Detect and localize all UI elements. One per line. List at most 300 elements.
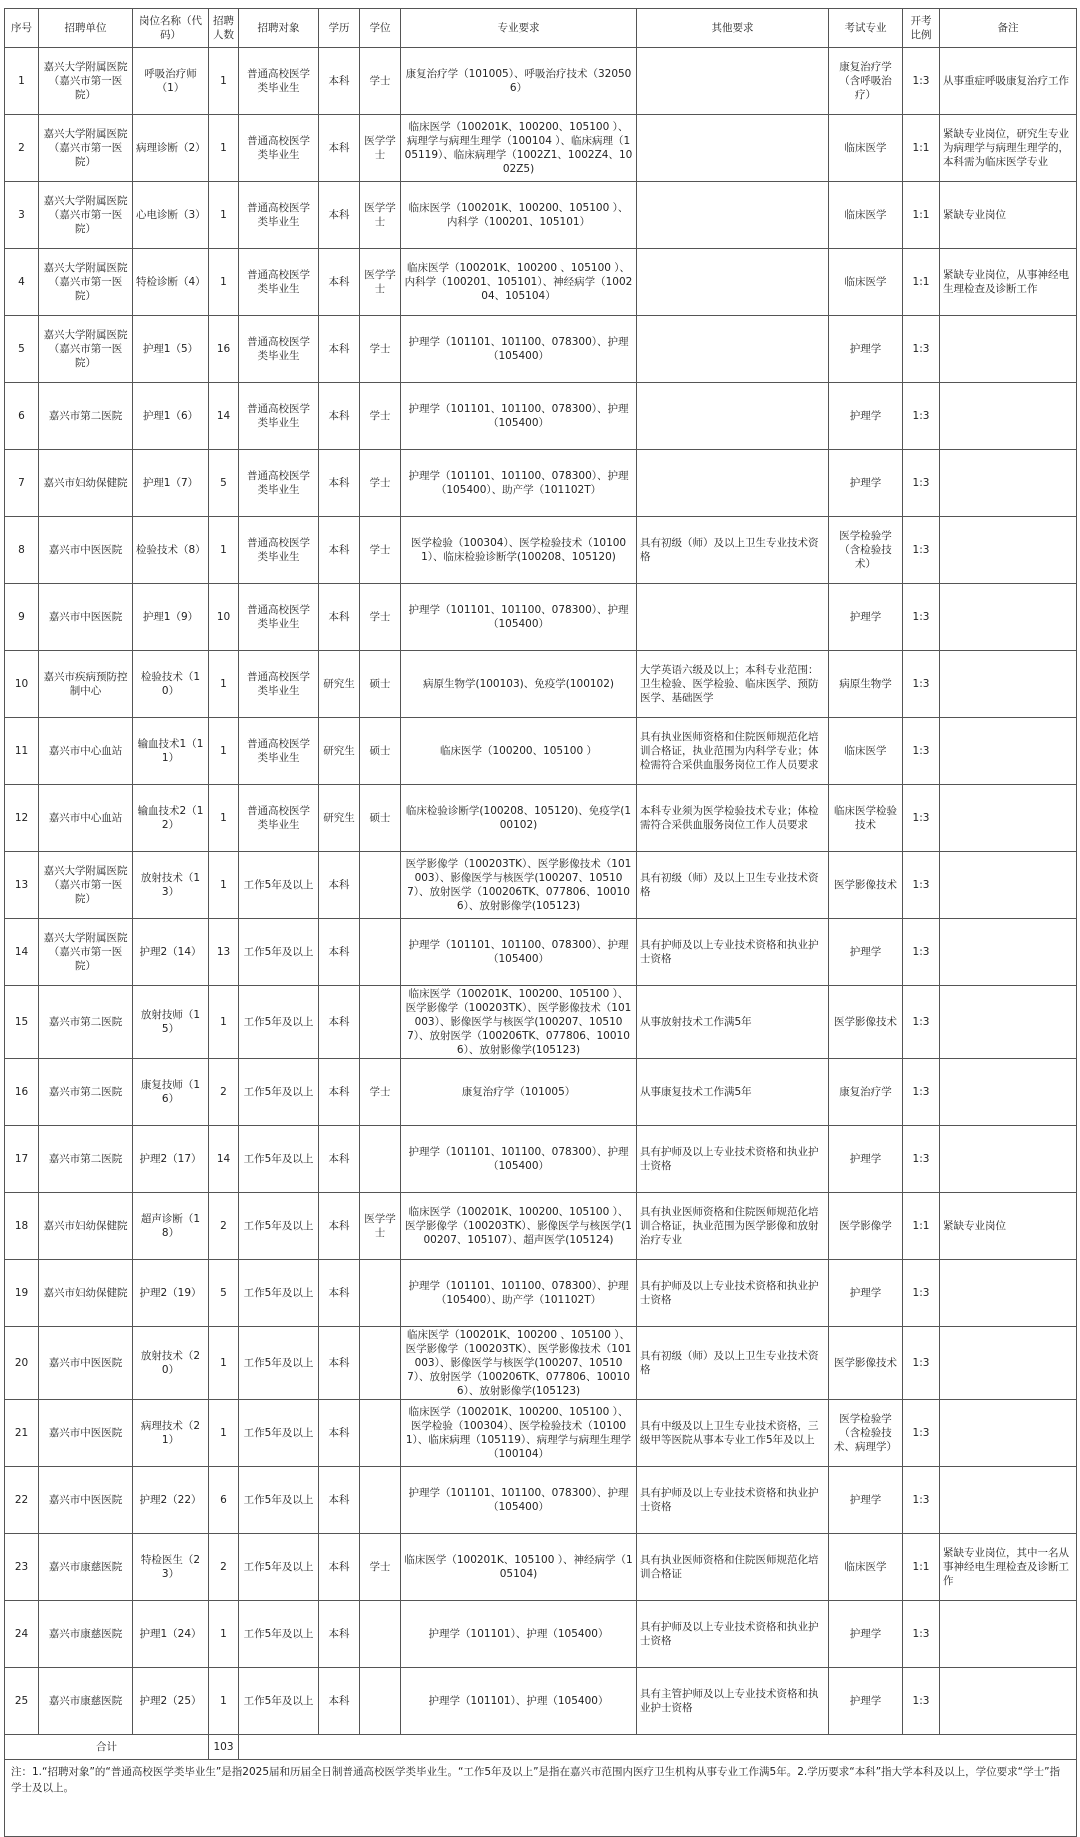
cell-post: 输血技术2（12） — [133, 785, 209, 852]
cell-remark — [940, 1260, 1077, 1327]
cell-remark — [940, 316, 1077, 383]
cell-other: 从事康复技术工作满5年 — [637, 1059, 829, 1126]
cell-degree — [360, 1260, 401, 1327]
cell-no: 16 — [5, 1059, 39, 1126]
cell-unit: 嘉兴大学附属医院（嘉兴市第一医院） — [39, 316, 133, 383]
cell-ratio: 1:1 — [903, 182, 940, 249]
cell-unit: 嘉兴大学附属医院（嘉兴市第一医院） — [39, 115, 133, 182]
cell-exam: 护理学 — [829, 584, 903, 651]
cell-remark — [940, 1400, 1077, 1467]
cell-major: 护理学（101101、101100、078300）、护理（105400） — [401, 1467, 637, 1534]
cell-major: 康复治疗学（101005） — [401, 1059, 637, 1126]
cell-no: 12 — [5, 785, 39, 852]
cell-no: 18 — [5, 1193, 39, 1260]
cell-other: 具有执业医师资格和住院医师规范化培训合格证，执业范围为内科学专业；体检需符合采供血服务岗位工作人员要求 — [637, 718, 829, 785]
cell-other: 具有初级（师）及以上卫生专业技术资格 — [637, 517, 829, 584]
cell-target: 普通高校医学类毕业生 — [239, 718, 319, 785]
cell-degree: 学士 — [360, 316, 401, 383]
cell-post: 护理2（17） — [133, 1126, 209, 1193]
cell-ratio: 1:3 — [903, 517, 940, 584]
header-exam: 考试专业 — [829, 9, 903, 48]
cell-count: 1 — [209, 115, 239, 182]
header-remark: 备注 — [940, 9, 1077, 48]
cell-unit: 嘉兴市疾病预防控制中心 — [39, 651, 133, 718]
cell-remark — [940, 1327, 1077, 1400]
table-row — [5, 785, 1077, 852]
cell-post: 护理2（14） — [133, 919, 209, 986]
cell-unit: 嘉兴市康慈医院 — [39, 1534, 133, 1601]
cell-degree: 硕士 — [360, 651, 401, 718]
cell-remark: 紧缺专业岗位，从事神经电生理检查及诊断工作 — [940, 249, 1077, 316]
cell-no: 15 — [5, 986, 39, 1059]
cell-target: 普通高校医学类毕业生 — [239, 249, 319, 316]
cell-major: 临床医学（100201K、100200、105100 ）、医学影像学（100203TK）、医学影像技术（101003）、影像医学与核医学(100207、105107）、放射医学（100206TK、077806、100106）、放射影像学(105123) — [401, 986, 637, 1059]
cell-other: 本科专业须为医学检验技术专业；体检需符合采供血服务岗位工作人员要求 — [637, 785, 829, 852]
cell-ratio: 1:1 — [903, 1193, 940, 1260]
cell-unit: 嘉兴市康慈医院 — [39, 1601, 133, 1668]
cell-major: 护理学（101101）、护理（105400） — [401, 1668, 637, 1735]
cell-education: 本科 — [319, 182, 360, 249]
cell-target: 工作5年及以上 — [239, 1059, 319, 1126]
cell-count: 1 — [209, 852, 239, 919]
cell-degree: 学士 — [360, 1059, 401, 1126]
cell-education: 研究生 — [319, 785, 360, 852]
cell-major: 护理学（101101、101100、078300）、护理（105400） — [401, 1126, 637, 1193]
cell-major: 临床检验诊断学(100208、105120)、免疫学(100102) — [401, 785, 637, 852]
cell-other: 具有主管护师及以上专业技术资格和执业护士资格 — [637, 1668, 829, 1735]
table-row — [5, 1400, 1077, 1467]
cell-other: 具有执业医师资格和住院医师规范化培训合格证 — [637, 1534, 829, 1601]
cell-major: 护理学（101101）、护理（105400） — [401, 1601, 637, 1668]
cell-unit: 嘉兴市第二医院 — [39, 1126, 133, 1193]
cell-count: 1 — [209, 651, 239, 718]
cell-count: 6 — [209, 1467, 239, 1534]
table-row — [5, 852, 1077, 919]
cell-target: 工作5年及以上 — [239, 1601, 319, 1668]
cell-unit: 嘉兴大学附属医院（嘉兴市第一医院） — [39, 852, 133, 919]
cell-exam: 康复治疗学（含呼吸治疗） — [829, 48, 903, 115]
cell-education: 本科 — [319, 1467, 360, 1534]
header-degree: 学位 — [360, 9, 401, 48]
cell-unit: 嘉兴市中心血站 — [39, 785, 133, 852]
cell-remark: 紧缺专业岗位 — [940, 1193, 1077, 1260]
cell-unit: 嘉兴大学附属医院（嘉兴市第一医院） — [39, 48, 133, 115]
cell-unit: 嘉兴市第二医院 — [39, 383, 133, 450]
cell-count: 2 — [209, 1059, 239, 1126]
cell-post: 检验技术（10） — [133, 651, 209, 718]
header-other: 其他要求 — [637, 9, 829, 48]
cell-education: 研究生 — [319, 718, 360, 785]
cell-other: 具有护师及以上专业技术资格和执业护士资格 — [637, 1601, 829, 1668]
cell-remark — [940, 1126, 1077, 1193]
cell-post: 特检诊断（4） — [133, 249, 209, 316]
table-row — [5, 115, 1077, 182]
cell-count: 1 — [209, 1601, 239, 1668]
cell-ratio: 1:3 — [903, 1601, 940, 1668]
cell-target: 工作5年及以上 — [239, 986, 319, 1059]
table-row — [5, 48, 1077, 115]
cell-post: 心电诊断（3） — [133, 182, 209, 249]
total-label: 合计 — [5, 1735, 209, 1760]
cell-target: 工作5年及以上 — [239, 1467, 319, 1534]
cell-education: 本科 — [319, 450, 360, 517]
cell-ratio: 1:3 — [903, 651, 940, 718]
table-row — [5, 1126, 1077, 1193]
cell-remark — [940, 986, 1077, 1059]
cell-post: 特检医生（23） — [133, 1534, 209, 1601]
table-row — [5, 1193, 1077, 1260]
cell-major: 康复治疗学（101005）、呼吸治疗技术（320506） — [401, 48, 637, 115]
cell-ratio: 1:1 — [903, 1534, 940, 1601]
cell-education: 本科 — [319, 852, 360, 919]
cell-remark — [940, 517, 1077, 584]
cell-unit: 嘉兴大学附属医院（嘉兴市第一医院） — [39, 919, 133, 986]
table-row — [5, 249, 1077, 316]
table-row — [5, 383, 1077, 450]
header-target: 招聘对象 — [239, 9, 319, 48]
cell-count: 1 — [209, 1668, 239, 1735]
cell-degree: 学士 — [360, 1534, 401, 1601]
cell-no: 17 — [5, 1126, 39, 1193]
cell-education: 本科 — [319, 1260, 360, 1327]
cell-education: 本科 — [319, 1601, 360, 1668]
cell-ratio: 1:3 — [903, 852, 940, 919]
cell-target: 工作5年及以上 — [239, 1327, 319, 1400]
cell-exam: 临床医学检验技术 — [829, 785, 903, 852]
cell-exam: 护理学 — [829, 1668, 903, 1735]
cell-count: 1 — [209, 785, 239, 852]
cell-other — [637, 48, 829, 115]
cell-exam: 护理学 — [829, 1260, 903, 1327]
cell-ratio: 1:3 — [903, 1327, 940, 1400]
cell-count: 1 — [209, 986, 239, 1059]
cell-post: 护理2（19） — [133, 1260, 209, 1327]
cell-unit: 嘉兴市中医医院 — [39, 517, 133, 584]
table-row — [5, 718, 1077, 785]
cell-other: 从事放射技术工作满5年 — [637, 986, 829, 1059]
cell-other — [637, 450, 829, 517]
table-row — [5, 1467, 1077, 1534]
cell-exam: 护理学 — [829, 1601, 903, 1668]
cell-target: 工作5年及以上 — [239, 1534, 319, 1601]
cell-major: 临床医学（100201K、100200、105100 ）、内科学（100201、105101） — [401, 182, 637, 249]
cell-ratio: 1:3 — [903, 919, 940, 986]
cell-unit: 嘉兴大学附属医院（嘉兴市第一医院） — [39, 182, 133, 249]
cell-count: 1 — [209, 1400, 239, 1467]
cell-remark: 紧缺专业岗位，研究生专业为病理学与病理生理学的，本科需为临床医学专业 — [940, 115, 1077, 182]
total-count: 103 — [209, 1735, 239, 1760]
cell-remark — [940, 852, 1077, 919]
cell-target: 普通高校医学类毕业生 — [239, 450, 319, 517]
cell-post: 超声诊断（18） — [133, 1193, 209, 1260]
cell-target: 工作5年及以上 — [239, 919, 319, 986]
cell-major: 临床医学（100201K、100200、105100 ）、医学影像学（100203TK）、影像医学与核医学(100207、105107）、超声医学(105124) — [401, 1193, 637, 1260]
cell-other — [637, 584, 829, 651]
cell-degree — [360, 919, 401, 986]
cell-remark: 紧缺专业岗位 — [940, 182, 1077, 249]
table-row — [5, 1059, 1077, 1126]
header-ratio: 开考比例 — [903, 9, 940, 48]
cell-exam: 临床医学 — [829, 182, 903, 249]
cell-no: 11 — [5, 718, 39, 785]
cell-other: 具有护师及以上专业技术资格和执业护士资格 — [637, 1467, 829, 1534]
cell-education: 本科 — [319, 1668, 360, 1735]
cell-post: 护理1（24） — [133, 1601, 209, 1668]
cell-ratio: 1:3 — [903, 1059, 940, 1126]
cell-no: 20 — [5, 1327, 39, 1400]
cell-major: 护理学（101101、101100、078300）、护理（105400）、助产学（101102T） — [401, 450, 637, 517]
cell-count: 2 — [209, 1193, 239, 1260]
cell-education: 本科 — [319, 1534, 360, 1601]
cell-unit: 嘉兴市第二医院 — [39, 1059, 133, 1126]
cell-major: 病原生物学(100103)、免疫学(100102) — [401, 651, 637, 718]
cell-post: 护理1（6） — [133, 383, 209, 450]
cell-target: 普通高校医学类毕业生 — [239, 383, 319, 450]
cell-post: 康复技师（16） — [133, 1059, 209, 1126]
cell-other — [637, 115, 829, 182]
cell-unit: 嘉兴市中医医院 — [39, 1327, 133, 1400]
cell-exam: 临床医学 — [829, 1534, 903, 1601]
cell-no: 25 — [5, 1668, 39, 1735]
cell-count: 10 — [209, 584, 239, 651]
cell-unit: 嘉兴市中医医院 — [39, 584, 133, 651]
cell-post: 放射技术（20） — [133, 1327, 209, 1400]
cell-degree — [360, 1400, 401, 1467]
cell-target: 工作5年及以上 — [239, 1668, 319, 1735]
cell-ratio: 1:3 — [903, 718, 940, 785]
cell-degree: 医学学士 — [360, 1193, 401, 1260]
cell-count: 14 — [209, 1126, 239, 1193]
header-post: 岗位名称（代码） — [133, 9, 209, 48]
cell-major: 临床医学（100201K、100200、105100 ）、病理学与病理生理学（100104 ）、临床病理（105119）、临床病理学（1002Z1、1002Z4、1002Z5) — [401, 115, 637, 182]
cell-target: 工作5年及以上 — [239, 1260, 319, 1327]
cell-education: 本科 — [319, 1059, 360, 1126]
cell-degree — [360, 1668, 401, 1735]
cell-major: 临床医学（100201K、100200 、105100 ）、医学影像学（100203TK）、医学影像技术（101003）、影像医学与核医学(100207、105107）、放射医学（100206TK、077806、100106）、放射影像学(105123) — [401, 1327, 637, 1400]
cell-ratio: 1:3 — [903, 584, 940, 651]
cell-no: 13 — [5, 852, 39, 919]
cell-unit: 嘉兴市中医医院 — [39, 1467, 133, 1534]
cell-education: 本科 — [319, 1327, 360, 1400]
cell-education: 本科 — [319, 383, 360, 450]
cell-post: 放射技术（13） — [133, 852, 209, 919]
header-count: 招聘人数 — [209, 9, 239, 48]
cell-degree: 学士 — [360, 48, 401, 115]
cell-no: 22 — [5, 1467, 39, 1534]
cell-ratio: 1:3 — [903, 1400, 940, 1467]
cell-ratio: 1:3 — [903, 383, 940, 450]
cell-education: 本科 — [319, 249, 360, 316]
cell-other — [637, 383, 829, 450]
cell-education: 本科 — [319, 584, 360, 651]
recruitment-table — [4, 8, 1077, 1837]
cell-major: 护理学（101101、101100、078300）、护理（105400）、助产学（101102T） — [401, 1260, 637, 1327]
cell-major: 医学影像学（100203TK）、医学影像技术（101003）、影像医学与核医学(100207、105107）、放射医学（100206TK、077806、100106）、放射影像学(105123) — [401, 852, 637, 919]
cell-no: 21 — [5, 1400, 39, 1467]
header-major: 专业要求 — [401, 9, 637, 48]
cell-remark — [940, 1059, 1077, 1126]
cell-no: 8 — [5, 517, 39, 584]
cell-remark — [940, 718, 1077, 785]
cell-post: 呼吸治疗师（1） — [133, 48, 209, 115]
cell-other — [637, 249, 829, 316]
table-row — [5, 1668, 1077, 1735]
table-row — [5, 1327, 1077, 1400]
cell-exam: 护理学 — [829, 1126, 903, 1193]
cell-degree: 医学学士 — [360, 249, 401, 316]
cell-count: 14 — [209, 383, 239, 450]
cell-other: 具有护师及以上专业技术资格和执业护士资格 — [637, 919, 829, 986]
cell-major: 临床医学（100201K、100200、105100 ）、医学检验（100304）、医学检验技术（101001）、临床病理（105119）、病理学与病理生理学（100104） — [401, 1400, 637, 1467]
cell-education: 本科 — [319, 115, 360, 182]
table-row — [5, 584, 1077, 651]
cell-unit: 嘉兴市中心血站 — [39, 718, 133, 785]
cell-target: 工作5年及以上 — [239, 1193, 319, 1260]
cell-unit: 嘉兴大学附属医院（嘉兴市第一医院） — [39, 249, 133, 316]
cell-other: 具有初级（师）及以上卫生专业技术资格 — [637, 1327, 829, 1400]
cell-exam: 临床医学 — [829, 718, 903, 785]
cell-no: 10 — [5, 651, 39, 718]
cell-no: 7 — [5, 450, 39, 517]
cell-exam: 护理学 — [829, 316, 903, 383]
cell-remark — [940, 919, 1077, 986]
cell-count: 5 — [209, 450, 239, 517]
cell-unit: 嘉兴市中医医院 — [39, 1400, 133, 1467]
cell-exam: 医学检验学（含检验技术、病理学） — [829, 1400, 903, 1467]
recruitment-table-sheet — [4, 8, 1076, 1837]
cell-degree: 学士 — [360, 383, 401, 450]
cell-count: 1 — [209, 718, 239, 785]
cell-ratio: 1:3 — [903, 986, 940, 1059]
cell-post: 护理1（9） — [133, 584, 209, 651]
cell-major: 临床医学（100201K、105100 ）、神经病学（105104) — [401, 1534, 637, 1601]
table-row — [5, 919, 1077, 986]
table-row — [5, 450, 1077, 517]
header-education: 学历 — [319, 9, 360, 48]
cell-no: 6 — [5, 383, 39, 450]
note-row — [5, 1760, 1077, 1837]
cell-other — [637, 182, 829, 249]
cell-education: 本科 — [319, 919, 360, 986]
cell-no: 19 — [5, 1260, 39, 1327]
cell-education: 本科 — [319, 316, 360, 383]
cell-exam: 护理学 — [829, 919, 903, 986]
cell-education: 本科 — [319, 48, 360, 115]
cell-exam: 医学影像技术 — [829, 1327, 903, 1400]
cell-education: 本科 — [319, 1126, 360, 1193]
cell-target: 工作5年及以上 — [239, 1400, 319, 1467]
cell-other: 大学英语六级及以上；本科专业范围：卫生检验、医学检验、临床医学、预防医学、基础医学 — [637, 651, 829, 718]
cell-exam: 康复治疗学 — [829, 1059, 903, 1126]
cell-count: 1 — [209, 249, 239, 316]
cell-exam: 病原生物学 — [829, 651, 903, 718]
cell-exam: 医学影像技术 — [829, 986, 903, 1059]
cell-remark — [940, 584, 1077, 651]
cell-major: 护理学（101101、101100、078300）、护理（105400） — [401, 383, 637, 450]
cell-target: 工作5年及以上 — [239, 1126, 319, 1193]
cell-no: 1 — [5, 48, 39, 115]
cell-remark — [940, 383, 1077, 450]
table-row — [5, 986, 1077, 1059]
cell-degree — [360, 1327, 401, 1400]
cell-degree: 学士 — [360, 517, 401, 584]
cell-unit: 嘉兴市第二医院 — [39, 986, 133, 1059]
cell-no: 9 — [5, 584, 39, 651]
header-unit: 招聘单位 — [39, 9, 133, 48]
cell-target: 工作5年及以上 — [239, 852, 319, 919]
cell-ratio: 1:3 — [903, 1467, 940, 1534]
cell-post: 输血技术1（11） — [133, 718, 209, 785]
cell-major: 护理学（101101、101100、078300）、护理（105400） — [401, 919, 637, 986]
cell-no: 2 — [5, 115, 39, 182]
header-no: 序号 — [5, 9, 39, 48]
table-row — [5, 316, 1077, 383]
cell-degree: 医学学士 — [360, 115, 401, 182]
cell-unit: 嘉兴市妇幼保健院 — [39, 450, 133, 517]
cell-target: 普通高校医学类毕业生 — [239, 785, 319, 852]
cell-ratio: 1:3 — [903, 1668, 940, 1735]
cell-unit: 嘉兴市妇幼保健院 — [39, 1260, 133, 1327]
cell-remark: 紧缺专业岗位，其中一名从事神经电生理检查及诊断工作 — [940, 1534, 1077, 1601]
table-row — [5, 1534, 1077, 1601]
cell-degree: 学士 — [360, 450, 401, 517]
cell-count: 13 — [209, 919, 239, 986]
cell-education: 本科 — [319, 517, 360, 584]
cell-no: 24 — [5, 1601, 39, 1668]
table-header-row — [5, 9, 1077, 48]
cell-degree: 学士 — [360, 584, 401, 651]
table-row — [5, 1601, 1077, 1668]
cell-no: 4 — [5, 249, 39, 316]
cell-remark — [940, 1467, 1077, 1534]
cell-count: 1 — [209, 182, 239, 249]
cell-major: 临床医学（100200、105100 ） — [401, 718, 637, 785]
cell-count: 1 — [209, 48, 239, 115]
total-row — [5, 1735, 1077, 1760]
cell-count: 16 — [209, 316, 239, 383]
cell-degree: 硕士 — [360, 785, 401, 852]
cell-count: 1 — [209, 517, 239, 584]
cell-target: 普通高校医学类毕业生 — [239, 115, 319, 182]
cell-post: 病理技术（21） — [133, 1400, 209, 1467]
table-row — [5, 182, 1077, 249]
cell-count: 1 — [209, 1327, 239, 1400]
cell-other: 具有护师及以上专业技术资格和执业护士资格 — [637, 1126, 829, 1193]
cell-post: 病理诊断（2） — [133, 115, 209, 182]
cell-degree — [360, 852, 401, 919]
cell-education: 本科 — [319, 1193, 360, 1260]
cell-major: 临床医学（100201K、100200 、105100 ）、内科学（100201、105101）、神经病学（100204、105104） — [401, 249, 637, 316]
cell-post: 护理1（5） — [133, 316, 209, 383]
cell-exam: 临床医学 — [829, 249, 903, 316]
cell-major: 护理学（101101、101100、078300）、护理（105400） — [401, 584, 637, 651]
cell-other: 具有执业医师资格和住院医师规范化培训合格证，执业范围为医学影像和放射治疗专业 — [637, 1193, 829, 1260]
table-row — [5, 517, 1077, 584]
cell-remark — [940, 450, 1077, 517]
total-empty — [239, 1735, 1077, 1760]
cell-other — [637, 316, 829, 383]
cell-post: 检验技术（8） — [133, 517, 209, 584]
cell-ratio: 1:1 — [903, 249, 940, 316]
cell-post: 护理1（7） — [133, 450, 209, 517]
cell-post: 放射技师（15） — [133, 986, 209, 1059]
cell-exam: 护理学 — [829, 450, 903, 517]
cell-exam: 医学影像技术 — [829, 852, 903, 919]
cell-no: 3 — [5, 182, 39, 249]
cell-exam: 临床医学 — [829, 115, 903, 182]
cell-count: 5 — [209, 1260, 239, 1327]
cell-ratio: 1:3 — [903, 450, 940, 517]
